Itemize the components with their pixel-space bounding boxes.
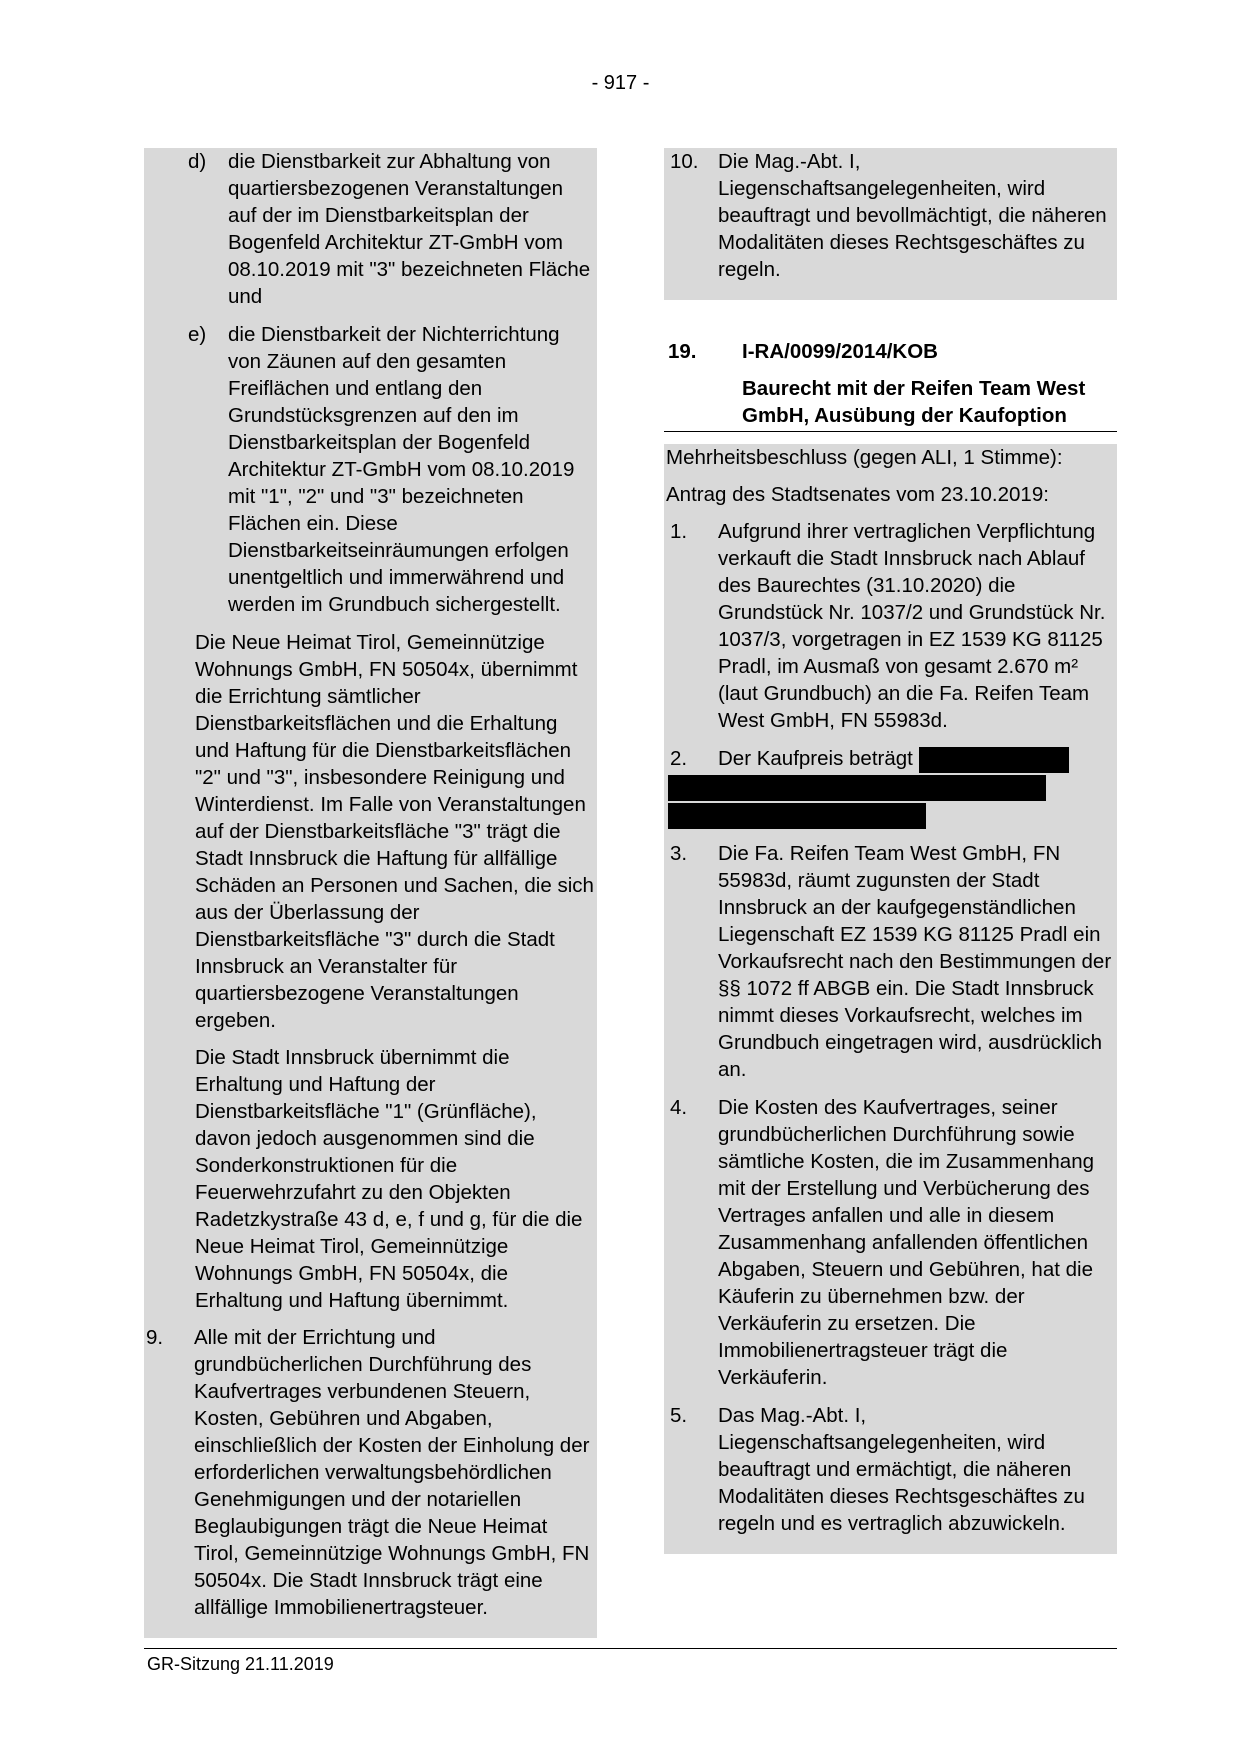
- list-item-number: d): [188, 150, 207, 173]
- left-shaded-block: [144, 148, 597, 1638]
- list-item-number: 2.: [670, 747, 688, 770]
- paragraph-city-maintenance: Die Stadt Innsbruck übernimmt die Erhaltung und Haftung der Dienstbarkeitsfläche "1" (Grünfläche), davon jedoch ausgenommen sind die Sonderkonstruktionen für die Feuerwehrzufahrt zu den Objekten Radetzkystraße 43 d, e, f und g, für die die Neue Heimat Tirol, Gemeinnützige Wohnungs GmbH, FN 50504x, die Erhaltung und Haftung übernimmt.: [195, 1046, 583, 1312]
- list-item-content: [718, 745, 1115, 829]
- list-item-number: 3.: [670, 841, 688, 865]
- list-item-text: Das Mag.-Abt. I, Liegenschaftsangelegenheiten, wird beauftragt und ermächtigt, die näheren Modalitäten dieses Rechtsgeschäftes zu regeln und es vertraglich abzuwickeln.: [718, 1403, 1085, 1535]
- list-item-number: 9.: [146, 1326, 164, 1349]
- list-item-e: [146, 321, 595, 618]
- right-shaded-block-main: [664, 444, 1117, 1554]
- list-item-1: [666, 518, 1115, 734]
- section-number: 19.: [668, 340, 697, 363]
- list-item-number: 10.: [670, 150, 699, 173]
- list-item-text: Die Kosten des Kaufvertrages, seiner grundbücherlichen Durchführung sowie sämtliche Kosten, die im Zusammenhang mit der Erstellung und Verbücherung des Vertrages anfallen und alle in diesem Zusammenhang anfallenden öffentlichen Abgaben, Steuern und Gebühren, hat die Käuferin zu übernehmen bzw. der Verkäuferin zu ersetzen. Die Immobilienertragsteuer trägt die Verkäuferin.: [718, 1095, 1095, 1389]
- redaction-bar: [919, 747, 1069, 773]
- list-item-number: 5.: [670, 1403, 688, 1427]
- list-item-9: [146, 1324, 595, 1621]
- list-item-5: [666, 1402, 1115, 1537]
- page-number: - 917 -: [591, 72, 650, 94]
- section-divider: [664, 431, 1117, 432]
- section-heading: [664, 338, 1117, 365]
- motion-text: Antrag des Stadtsenates vom 23.10.2019:: [666, 483, 1049, 506]
- list-item-text: Die Fa. Reifen Team West GmbH, FN 55983d, räumt zugunsten der Stadt Innsbruck an der kaufgegenständlichen Liegenschaft EZ 1539 KG 81125 Pradl ein Vorkaufsrecht nach den Bestimmungen der §§ 1072 ff ABGB ein. Die Stadt Innsbruck nimmt dieses Vorkaufsrecht, welches im Grundbuch eingetragen wird, ausdrücklich an.: [718, 841, 1112, 1081]
- list-item-d: [146, 148, 595, 310]
- redaction-bar: [668, 803, 926, 829]
- list-item-text: die Dienstbarkeit zur Abhaltung von quartiersbezogenen Veranstaltungen auf der im Dienstbarkeitsplan der Bogenfeld Architektur ZT-GmbH vom 08.10.2019 mit "3" bezeichneten Fläche und: [228, 150, 591, 308]
- section-code: I-RA/0099/2014/KOB: [742, 340, 938, 363]
- list-item-number: 4.: [670, 1095, 688, 1119]
- left-column: [144, 148, 597, 1638]
- redaction-bar: [668, 775, 1046, 801]
- list-item-text: Alle mit der Errichtung und grundbücherlichen Durchführung des Kaufvertrages verbundenen Steuern, Kosten, Gebühren und Abgaben, einschließlich der Kosten der Einholung der erforderlichen verwaltungsbehördlichen Genehmigungen und der notariellen Beglaubigungen trägt die Neue Heimat Tirol, Gemeinnützige Wohnungs GmbH, FN 50504x. Die Stadt Innsbruck trägt eine allfällige Immobilienertragsteuer.: [194, 1326, 590, 1619]
- footer-divider: [144, 1648, 1117, 1649]
- resolution-text: Mehrheitsbeschluss (gegen ALI, 1 Stimme):: [666, 446, 1063, 469]
- list-item-text: die Dienstbarkeit der Nichterrichtung von Zäunen auf den gesamten Freiflächen und entlang den Grundstücksgrenzen auf den im Dienstbarkeitsplan der Bogenfeld Architektur ZT-GmbH vom 08.10.2019 mit "1", "2" und "3" bezeichneten Flächen ein. Diese Dienstbarkeitseinräumungen erfolgen unentgeltlich und immerwährend und werden im Grundbuch sichergestellt.: [228, 323, 575, 616]
- list-item-3: [666, 840, 1115, 1083]
- paragraph-maintenance: Die Neue Heimat Tirol, Gemeinnützige Wohnungs GmbH, FN 50504x, übernimmt die Errichtung sämtlicher Dienstbarkeitsflächen und die Erhaltung und Haftung für die Dienstbarkeitsflächen "2" und "3", insbesondere Reinigung und Winterdienst. Im Falle von Veranstaltungen auf der Dienstbarkeitsfläche "3" trägt die Stadt Innsbruck die Haftung für allfällige Schäden an Personen und Sachen, die sich aus der Überlassung der Dienstbarkeitsfläche "3" durch die Stadt Innsbruck an Veranstalter für quartiersbezogene Veranstaltungen ergeben.: [195, 631, 594, 1032]
- list-item-2: [666, 745, 1115, 829]
- list-item-number: e): [188, 323, 207, 346]
- list-item-10: [666, 148, 1115, 283]
- list-item-4: [666, 1094, 1115, 1391]
- list-item-text: Der Kaufpreis beträgt: [718, 747, 913, 770]
- right-shaded-block-top: [664, 148, 1117, 300]
- list-item-text: Aufgrund ihrer vertraglichen Verpflichtung verkauft die Stadt Innsbruck nach Ablauf des Baurechtes (31.10.2020) die Grundstück Nr. 1037/2 und Grundstück Nr. 1037/3, vorgetragen in EZ 1539 KG 81125 Pradl, im Ausmaß von gesamt 2.670 m² (laut Grundbuch) an die Fa. Reifen Team West GmbH, FN 55983d.: [718, 520, 1106, 732]
- footer-text: GR-Sitzung 21.11.2019: [147, 1654, 334, 1674]
- list-item-text: Die Mag.-Abt. I, Liegenschaftsangelegenheiten, wird beauftragt und bevollmächtigt, die näheren Modalitäten dieses Rechtsgeschäftes zu regeln.: [718, 150, 1107, 281]
- list-item-number: 1.: [670, 520, 688, 543]
- right-column: [664, 148, 1117, 1554]
- section-title: Baurecht mit der Reifen Team West GmbH, Ausübung der Kaufoption: [742, 377, 1086, 427]
